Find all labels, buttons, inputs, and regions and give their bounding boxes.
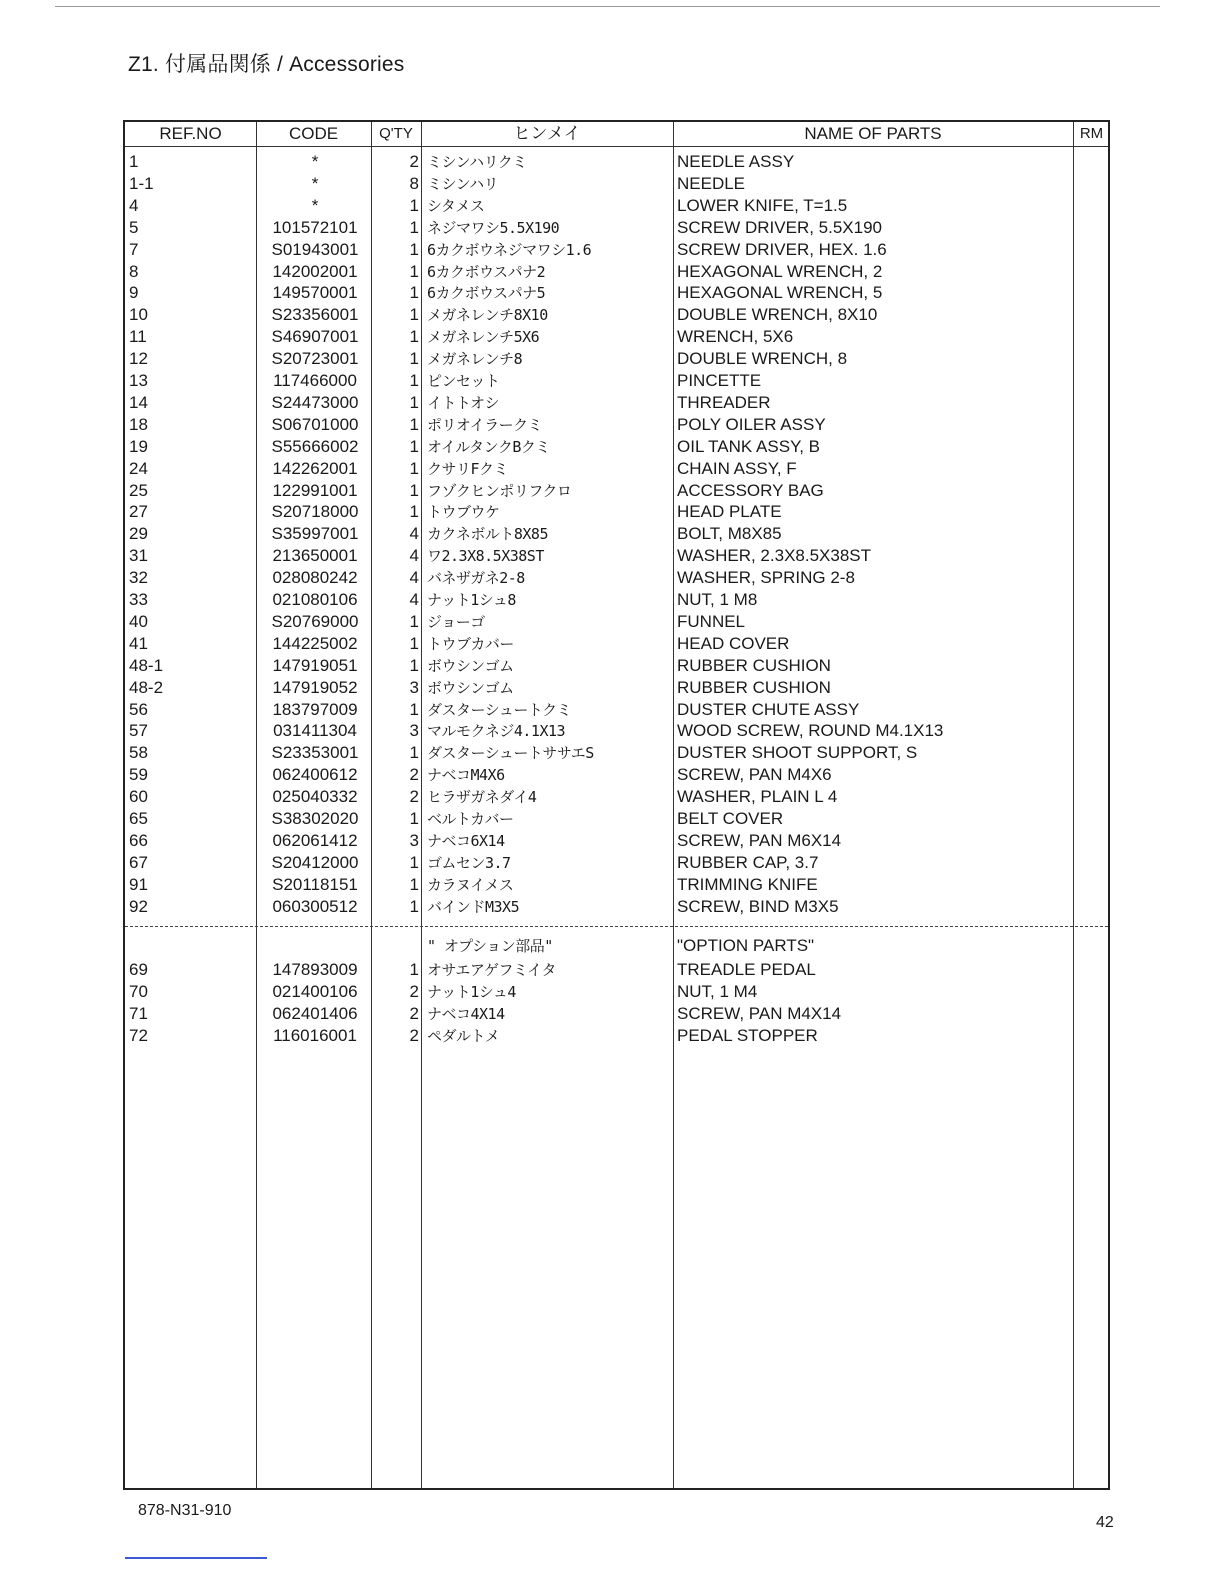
cell-qty: 4 [409,524,419,544]
header-rm: RM [1079,125,1104,142]
cell-qty: 4 [409,590,419,609]
cell-qty: 4 [409,568,419,588]
cell-ref: 56 [129,699,148,719]
cell-qty: 2 [409,1003,419,1023]
cell-qty: 3 [409,721,419,741]
cell-ref: 29 [129,524,148,544]
cell-code: 101572101 [272,217,358,237]
cell-kana: メガネレンチ8 [427,350,523,369]
cell-code: 025040332 [272,787,358,807]
cell-name: CHAIN ASSY, F [677,458,797,478]
header-name: NAME OF PARTS [804,124,942,143]
cell-kana: 6カクボウスパナ2 [427,262,546,281]
cell-kana: 6カクボウネジマワシ1.6 [427,240,592,259]
cell-code: S55666002 [271,436,359,456]
cell-ref: 1-1 [129,173,154,193]
cell-kana: ネジマワシ5.5X190 [427,218,560,237]
cell-code: 117466000 [273,371,357,390]
cell-ref: 1 [129,152,139,171]
cell-ref: 27 [129,502,148,522]
table-row [125,1025,1108,1047]
cell-qty: 3 [409,830,419,850]
cell-ref: 91 [129,874,148,894]
cell-kana: メガネレンチ8X10 [427,306,548,325]
cell-name: HEAD PLATE [677,502,782,522]
table-row [125,589,1108,611]
document-number: 878-N31-910 [138,1502,232,1519]
cell-name: HEXAGONAL WRENCH, 2 [677,261,883,281]
cell-code: S46907001 [271,327,359,347]
cell-code: 149570001 [272,283,358,303]
table-row [125,567,1108,589]
cell-name: PEDAL STOPPER [677,1025,818,1045]
cell-ref: 9 [129,283,139,303]
cell-name: SCREW, PAN M6X14 [677,830,842,850]
cell-name: DOUBLE WRENCH, 8 [677,349,848,369]
cell-code: S23353001 [271,743,359,763]
table-row [125,830,1108,852]
cell-qty: 2 [409,787,419,807]
cell-qty: 1 [409,392,419,412]
cell-ref: 25 [129,480,148,500]
cell-qty: 1 [409,874,419,894]
cell-ref: 67 [129,852,148,872]
cell-name: BOLT, M8X85 [677,524,782,544]
table-row [125,239,1108,261]
cell-qty: 2 [409,152,419,171]
table-row [125,523,1108,545]
cell-qty: 1 [409,809,419,828]
table-row [125,764,1108,786]
cell-kana: ピンセット [427,372,500,390]
footer-blue-line [125,1557,267,1559]
cell-name: NUT, 1 M8 [677,590,758,609]
cell-name: LOWER KNIFE, T=1.5 [677,195,848,215]
table-row [125,611,1108,633]
table-row [125,852,1108,874]
table-row [125,173,1108,195]
option-header-name: "OPTION PARTS" [677,936,815,955]
cell-code: S01943001 [271,239,359,259]
cell-qty: 4 [409,546,419,566]
cell-kana: トウブカバー [427,634,514,653]
cell-ref: 65 [129,809,148,828]
cell-kana: ジョーゴ [427,612,485,631]
cell-ref: 18 [129,414,148,434]
cell-ref: 32 [129,568,148,588]
cell-name: HEAD COVER [677,633,790,653]
cell-ref: 72 [129,1025,148,1045]
cell-ref: 5 [129,217,139,237]
header-qty: Q'TY [379,125,413,142]
cell-name: TRIMMING KNIFE [677,874,818,894]
table-row [125,480,1108,502]
cell-ref: 70 [129,981,148,1001]
cell-name: HEXAGONAL WRENCH, 5 [677,283,883,303]
cell-kana: マルモクネジ4.1X13 [427,722,566,741]
cell-name: WRENCH, 5X6 [677,327,794,347]
cell-name: DOUBLE WRENCH, 8X10 [677,305,878,325]
cell-code: S35997001 [271,524,359,544]
cell-ref: 33 [129,590,148,609]
cell-kana: ヒラザガネダイ4 [427,788,537,807]
cell-kana: ワ2.3X8.5X38ST [427,547,544,566]
table-row [125,699,1108,721]
cell-code: S06701000 [271,414,359,434]
cell-ref: 7 [129,239,139,259]
cell-qty: 1 [409,960,419,979]
cell-name: ACCESSORY BAG [677,480,824,500]
cell-qty: 1 [409,195,419,215]
table-row [125,896,1108,918]
cell-kana: ミシンハリ [427,174,499,193]
table-row [125,655,1108,677]
cell-kana: ナベコM4X6 [427,766,505,785]
cell-code: 021080106 [272,590,358,609]
cell-kana: ダスターシュートササエS [427,744,594,763]
cell-name: WOOD SCREW, ROUND M4.1X13 [677,721,944,741]
cell-code: 147893009 [272,960,358,979]
cell-kana: クサリFクミ [427,459,509,478]
cell-code: 031411304 [273,721,357,741]
cell-code: * [311,152,319,171]
cell-kana: オサエアゲフミイタ [427,961,557,979]
cell-name: SCREW DRIVER, HEX. 1.6 [677,239,887,259]
cell-kana: シタメス [427,196,485,215]
cell-kana: イトトオシ [427,393,500,412]
cell-name: WASHER, 2.3X8.5X38ST [677,546,872,566]
cell-kana: カラヌイメス [427,875,514,894]
cell-ref: 40 [129,611,148,631]
cell-kana: メガネレンチ5X6 [427,328,540,347]
cell-code: S20718000 [271,502,359,522]
cell-kana: ゴムセン3.7 [427,853,511,872]
cell-kana: ミシンハリクミ [427,153,527,171]
cell-code: S20723001 [271,349,359,369]
table-row [125,874,1108,896]
cell-name: WASHER, PLAIN L 4 [677,787,838,807]
header-kana: ヒンメイ [513,124,581,143]
cell-kana: ボウシンゴム [427,678,514,697]
cell-qty: 3 [409,677,419,697]
cell-ref: 11 [129,327,147,347]
cell-qty: 2 [409,765,419,785]
table-row [125,282,1108,304]
table-row [125,720,1108,742]
cell-name: RUBBER CUSHION [677,677,831,697]
cell-qty: 1 [409,480,419,500]
cell-code: 122991001 [272,480,358,500]
option-separator [125,926,1108,927]
cell-qty: 1 [409,852,419,872]
cell-code: 062400612 [272,765,358,785]
table-row [125,217,1108,239]
cell-kana: ナット1シュ4 [427,982,516,1001]
cell-name: POLY OILER ASSY [677,414,826,434]
cell-ref: 57 [129,721,148,741]
cell-qty: 1 [409,261,419,281]
table-row [125,633,1108,655]
cell-kana: ダスターシュートクミ [427,700,572,719]
cell-qty: 8 [409,173,419,193]
cell-ref: 19 [129,436,148,456]
cell-name: RUBBER CAP, 3.7 [677,852,819,872]
table-row [125,501,1108,523]
option-header-row [125,935,1108,957]
header-code: CODE [288,124,339,143]
cell-name: WASHER, SPRING 2-8 [677,568,855,588]
cell-name: RUBBER CUSHION [677,655,831,675]
cell-code: S20412000 [271,852,359,872]
table-row [125,1003,1108,1025]
cell-code: 062401406 [272,1003,358,1023]
cell-name: NEEDLE ASSY [677,152,795,171]
cell-code: 028080242 [272,568,358,588]
cell-qty: 1 [409,414,419,434]
table-row [125,786,1108,808]
cell-code: 021400106 [272,981,358,1001]
cell-ref: 8 [129,261,139,281]
table-row [125,677,1108,699]
cell-qty: 1 [409,305,419,325]
cell-qty: 2 [409,981,419,1001]
cell-qty: 2 [409,1025,419,1045]
cell-name: DUSTER SHOOT SUPPORT, S [677,743,918,763]
cell-kana: 6カクボウスパナ5 [427,284,546,303]
page-number: 42 [1096,1514,1114,1531]
table-row [125,392,1108,414]
cell-ref: 14 [129,392,148,412]
cell-code: S38302020 [271,809,359,828]
cell-code: 144225002 [272,633,358,653]
table-row [125,545,1108,567]
cell-name: OIL TANK ASSY, B [677,436,820,456]
cell-name: PINCETTE [677,371,762,390]
page-title: Z1. 付属品関係 / Accessories [128,53,405,76]
cell-ref: 31 [129,546,148,566]
cell-name: SCREW, PAN M4X14 [677,1003,842,1023]
table-row [125,326,1108,348]
cell-qty: 1 [409,896,419,916]
cell-qty: 1 [409,633,419,653]
cell-qty: 1 [409,458,419,478]
cell-kana: トウブウケ [427,503,500,522]
cell-ref: 66 [129,830,148,850]
cell-ref: 4 [129,195,139,215]
cell-code: 142262001 [272,458,358,478]
table-row [125,458,1108,480]
cell-qty: 1 [409,349,419,369]
cell-kana: ナベコ4X14 [427,1004,505,1023]
cell-qty: 1 [409,327,419,347]
cell-code: S20118151 [272,874,358,894]
cell-name: SCREW, PAN M4X6 [677,765,832,785]
table-row [125,370,1108,392]
cell-ref: 69 [129,960,148,979]
cell-name: NEEDLE [677,173,746,193]
header-ref: REF.NO [159,124,222,143]
cell-ref: 48-1 [129,655,164,675]
cell-code: 116016001 [273,1025,357,1045]
cell-ref: 92 [129,896,148,916]
cell-ref: 48-2 [129,677,164,697]
cell-name: TREADLE PEDAL [677,960,816,979]
cell-name: BELT COVER [677,809,784,828]
cell-kana: フゾクヒンポリフクロ [427,481,572,500]
table-row [125,414,1108,436]
cell-qty: 1 [409,436,419,456]
cell-code: S24473000 [271,392,359,412]
cell-qty: 1 [409,502,419,522]
cell-qty: 1 [409,743,419,763]
cell-name: THREADER [677,392,771,412]
cell-code: 142002001 [272,261,358,281]
option-header-kana: " オプション部品" [427,937,553,955]
cell-code: 147919051 [272,655,358,675]
cell-kana: ペダルトメ [427,1026,500,1045]
cell-qty: 1 [409,655,419,675]
cell-code: 062061412 [272,830,358,850]
table-row [125,742,1108,764]
cell-kana: ナット1シュ8 [427,591,516,609]
cell-qty: 1 [409,699,419,719]
cell-code: 183797009 [272,699,358,719]
table-row [125,261,1108,283]
cell-code: * [311,173,319,193]
table-row [125,304,1108,326]
table-row [125,195,1108,217]
top-border-line [55,6,1160,7]
cell-ref: 59 [129,765,148,785]
cell-ref: 58 [129,743,148,763]
cell-ref: 12 [129,349,148,369]
cell-ref: 13 [129,371,148,390]
cell-code: * [311,195,319,215]
cell-kana: バインドM3X5 [427,897,520,916]
cell-code: S20769000 [271,611,359,631]
cell-name: SCREW, BIND M3X5 [677,896,839,916]
table-row [125,959,1108,981]
table-row [125,808,1108,830]
cell-kana: ボウシンゴム [427,656,514,675]
parts-table [123,120,1110,1490]
table-row [125,151,1108,173]
table-row [125,436,1108,458]
cell-name: NUT, 1 M4 [677,981,758,1001]
cell-ref: 10 [129,305,148,325]
cell-code: 060300512 [272,896,358,916]
cell-ref: 41 [129,633,148,653]
cell-code: 147919052 [272,677,358,697]
table-row [125,981,1108,1003]
cell-kana: バネザガネ2-8 [427,569,525,588]
cell-kana: ベルトカバー [427,810,514,828]
cell-kana: ポリオイラークミ [427,415,543,434]
cell-name: FUNNEL [677,611,746,631]
table-row [125,348,1108,370]
cell-kana: カクネボルト8X85 [427,525,548,544]
cell-name: DUSTER CHUTE ASSY [677,699,860,719]
cell-code: S23356001 [271,305,359,325]
cell-code: 213650001 [272,546,358,566]
cell-ref: 24 [129,458,148,478]
cell-kana: オイルタンクBクミ [427,437,550,456]
cell-ref: 71 [129,1003,148,1023]
cell-qty: 1 [409,283,419,303]
cell-kana: ナベコ6X14 [427,831,505,850]
cell-ref: 60 [129,787,148,807]
cell-qty: 1 [409,371,419,390]
cell-qty: 1 [409,217,419,237]
header-divider [125,146,1108,147]
cell-name: SCREW DRIVER, 5.5X190 [677,217,883,237]
cell-qty: 1 [409,239,419,259]
cell-qty: 1 [409,611,419,631]
